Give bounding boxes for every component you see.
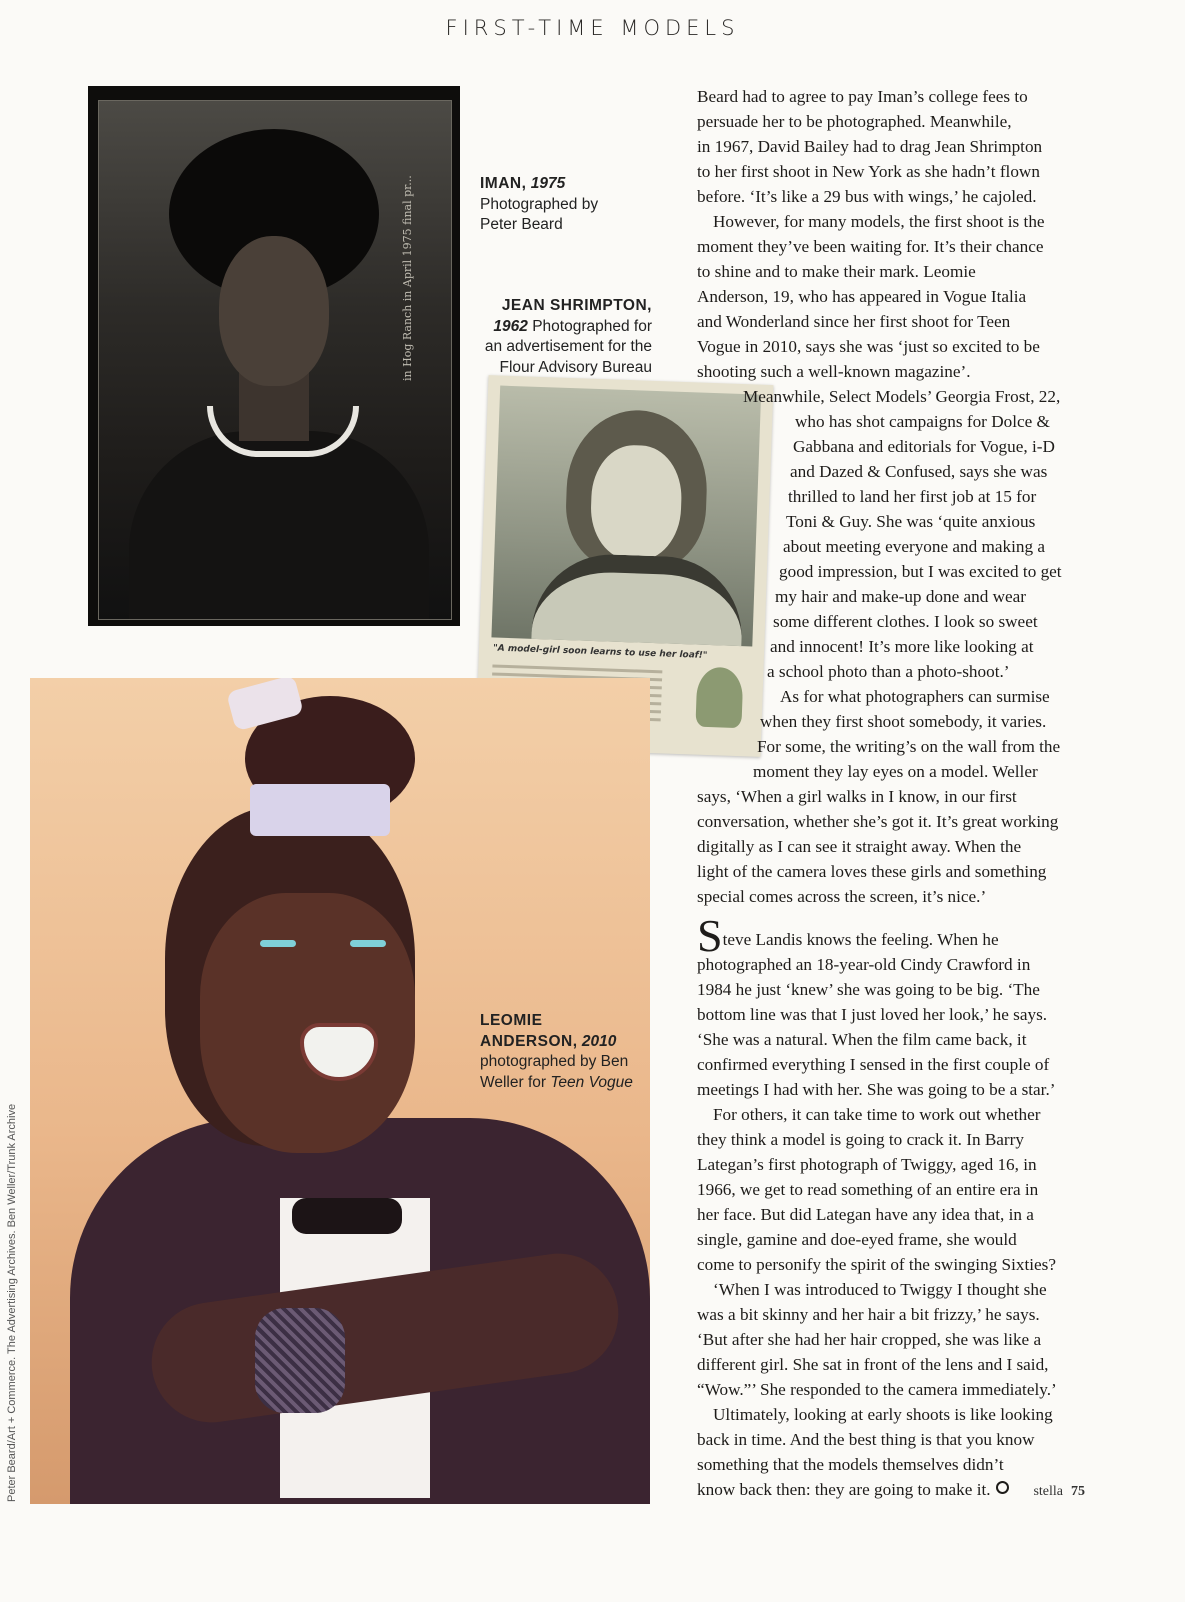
article-line: Gabbana and editorials for Vogue, i-D (793, 437, 1055, 456)
leomie-caption (480, 1011, 650, 1093)
article-line: was a bit skinny and her hair a bit frizzy,’ he says. (697, 1305, 1040, 1324)
article-line: who has shot campaigns for Dolce & (795, 412, 1050, 431)
article-line: “Wow.”’ She responded to the camera immediately.’ (697, 1380, 1057, 1399)
jean-name: JEAN SHRIMPTON, (501, 297, 652, 314)
article-line: meetings I had with her. She was going to be a star.’ (697, 1080, 1056, 1099)
article-line: Toni & Guy. She was ‘quite anxious (786, 512, 1036, 531)
article-line: when they first shoot somebody, it varies. (760, 712, 1047, 731)
iman-caption (480, 174, 640, 236)
article-line: Vogue in 2010, says she was ‘just so excited to be (697, 337, 1040, 356)
iman-year: 1975 (530, 175, 566, 192)
article-line: ‘When I was introduced to Twiggy I thought she (713, 1280, 1047, 1299)
leomie-magazine: Teen Vogue (550, 1073, 633, 1091)
article-line: conversation, whether she’s got it. It’s great working (697, 812, 1059, 831)
article-line: moment they’ve been waiting for. It’s their chance (697, 237, 1044, 256)
article-line: some different clothes. I look so sweet (773, 612, 1038, 631)
iman-caption-line1: Photographed by (480, 195, 599, 213)
article-line: photographed an 18-year-old Cindy Crawford in (697, 955, 1031, 974)
jean-year: 1962 (493, 317, 528, 335)
article-line: a school photo than a photo-shoot.’ (767, 662, 1010, 681)
article-body-wrap (0, 384, 1185, 784)
end-of-article-icon (996, 1481, 1009, 1494)
article-line: For others, it can take time to work out whether (713, 1105, 1041, 1124)
article-line: about meeting everyone and making a (783, 537, 1046, 556)
page-number: 75 (1071, 1484, 1085, 1499)
article-line: ‘But after she had her hair cropped, she was like a (697, 1330, 1042, 1349)
section-header: FIRST-TIME MODELS (445, 16, 740, 40)
photo-credit: Peter Beard/Art + Commerce. The Advertising Archives. Ben Weller/Trunk Archive (6, 1103, 18, 1502)
drop-cap: S (697, 910, 723, 961)
article-line: and Wonderland since her first shoot for Teen (697, 312, 1011, 331)
article-line: Ultimately, looking at early shoots is like looking (713, 1405, 1053, 1424)
article-line: something that the models themselves didn’t (697, 1455, 1004, 1474)
leomie-name-line1: LEOMIE (480, 1012, 543, 1029)
magazine-name: stella (1033, 1484, 1063, 1499)
article-line: However, for many models, the first shoot is the (713, 212, 1045, 231)
article-line: light of the camera loves these girls and something (697, 862, 1047, 881)
page-footer (1033, 1484, 1085, 1500)
article-line: before. ‘It’s like a 29 bus with wings,’ he cajoled. (697, 187, 1037, 206)
article-line: 1966, we get to read something of an entire era in (697, 1180, 1039, 1199)
article-line: Lategan’s first photograph of Twiggy, aged 16, in (697, 1155, 1037, 1174)
article-line: her face. But did Lategan have any idea that, in a (697, 1205, 1034, 1224)
leomie-caption-line1: photographed by Ben (480, 1053, 629, 1070)
article-line: come to personify the spirit of the swinging Sixties? (697, 1255, 1056, 1274)
article-line: back in time. And the best thing is that you know (697, 1430, 1035, 1449)
article-body-top (697, 84, 1097, 384)
jean-caption-line2: an advertisement for the (484, 338, 652, 355)
article-line: good impression, but I was excited to get (779, 562, 1062, 581)
article-line: Meanwhile, Select Models’ Georgia Frost, 22, (743, 387, 1061, 406)
leomie-year: 2010 (581, 1032, 617, 1050)
article-line: single, gamine and doe-eyed frame, she would (697, 1230, 1017, 1249)
article-line: to her first shoot in New York as she hadn’t flown (697, 162, 1040, 181)
article-line: moment they lay eyes on a model. Weller (753, 762, 1038, 781)
article-line: Anderson, 19, who has appeared in Vogue Italia (697, 287, 1027, 306)
article-line: they think a model is going to crack it. In Barry (697, 1130, 1024, 1149)
article-line: know back then: they are going to make it. (697, 1480, 991, 1499)
iman-name: IMAN, (480, 175, 527, 192)
article-line: persuade her to be photographed. Meanwhile, (697, 112, 1012, 131)
iman-caption-line2: Peter Beard (480, 216, 563, 233)
article-line: to shine and to make their mark. Leomie (697, 262, 976, 281)
jean-caption (470, 296, 652, 378)
article-line: says, ‘When a girl walks in I know, in our first (697, 787, 1017, 806)
article-line: 1984 he just ‘knew’ she was going to be big. ‘The (697, 980, 1040, 999)
article-line: digitally as I can see it straight away. When the (697, 837, 1022, 856)
article-line: ‘She was a natural. When the film came back, it (697, 1030, 1027, 1049)
article-line: teve Landis knows the feeling. When he (722, 930, 999, 949)
article-line: in 1967, David Bailey had to drag Jean Shrimpton (697, 137, 1043, 156)
jean-caption-line1: Photographed for (532, 317, 652, 335)
article-line: confirmed everything I sensed in the first couple of (697, 1055, 1050, 1074)
article-line: As for what photographers can surmise (780, 687, 1050, 706)
article-line: Beard had to agree to pay Iman’s college fees to (697, 87, 1028, 106)
article-line: special comes across the screen, it’s nice.’ (697, 887, 987, 906)
leomie-name-line2: ANDERSON, (480, 1032, 578, 1050)
leomie-caption-line2: Weller for (480, 1073, 547, 1091)
article-body-bottom (697, 784, 1117, 1502)
article-line: For some, the writing’s on the wall from the (757, 737, 1061, 756)
ad-headline: "A model-girl soon learns to use her loaf!" (492, 643, 708, 661)
article-line: different girl. She sat in front of the lens and I said, (697, 1355, 1049, 1374)
article-line: and Dazed & Confused, says she was (790, 462, 1048, 481)
jean-caption-line3: Flour Advisory Bureau (499, 358, 652, 376)
article-line: bottom line was that I just loved her look,’ he says. (697, 1005, 1048, 1024)
iman-handwritten-inscription: in Hog Ranch in April 1975 final pr... (401, 175, 414, 381)
article-line: shooting such a well-known magazine’. (697, 362, 971, 381)
article-line: and innocent! It’s more like looking at (770, 637, 1034, 656)
article-line: my hair and make-up done and wear (775, 587, 1027, 606)
article-line: thrilled to land her first job at 15 for (788, 487, 1037, 506)
